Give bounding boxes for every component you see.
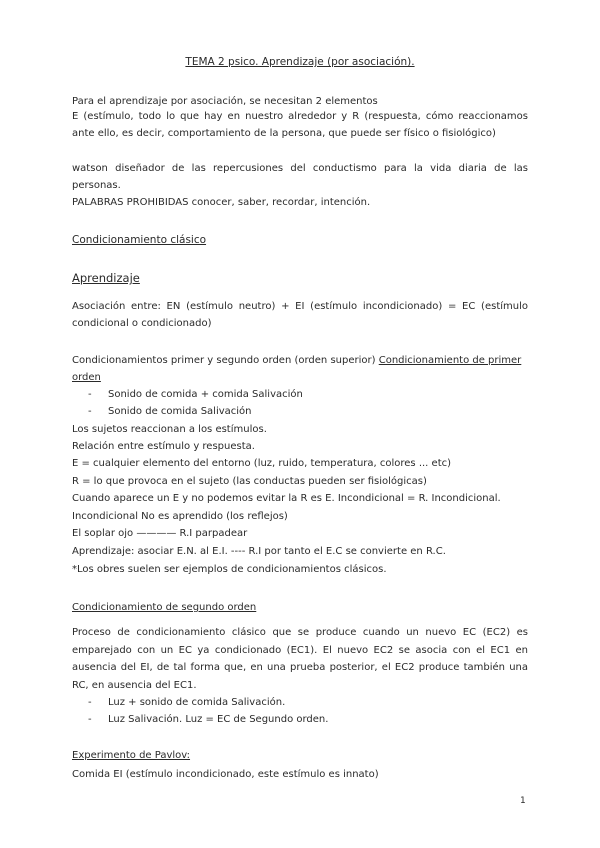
intro-line: E (estímulo, todo lo que hay en nuestro alrededor y R (respuesta, cómo reaccionamos — [72, 111, 528, 122]
section-heading-aprendizaje: Aprendizaje — [72, 271, 140, 285]
orden-heading-cont: orden — [72, 372, 101, 383]
list-item-text: Luz + sonido de comida Salivación. — [108, 697, 286, 708]
body-line: Incondicional No es aprendido (los reflejos) — [72, 511, 288, 522]
prohibited-words: PALABRAS PROHIBIDAS conocer, saber, recordar, intención. — [72, 197, 371, 208]
segundo-orden-line: emparejado con un EC ya condicionado (EC1). El nuevo EC2 se asocia con el EC1 en — [72, 645, 528, 656]
list-item — [88, 389, 303, 401]
section-heading-pavlov: Experimento de Pavlov: — [72, 750, 191, 761]
orden-heading-link: Condicionamiento de primer — [378, 355, 522, 366]
body-line: Aprendizaje: asociar E.N. al E.I. ---- R.I por tanto el E.C se convierte en R.C. — [72, 546, 446, 557]
list-dash: - — [88, 406, 92, 417]
segundo-orden-line: Proceso de condicionamiento clásico que se produce cuando un nuevo EC (EC2) es — [72, 627, 528, 638]
asociacion-line: Asociación entre: EN (estímulo neutro) + EI (estímulo incondicionado) = EC (estímulo — [72, 301, 528, 312]
body-line: Relación entre estímulo y respuesta. — [72, 441, 255, 452]
page-number: 1 — [520, 796, 526, 806]
body-line: El soplar ojo ———— R.I parpadear — [72, 528, 248, 539]
body-line: *Los obres suelen ser ejemplos de condicionamientos clásicos. — [72, 564, 387, 575]
orden-lead: Condicionamientos primer y segundo orden (orden superior) — [72, 355, 376, 366]
section-heading-segundo-orden: Condicionamiento de segundo orden — [72, 602, 257, 613]
list-item — [88, 697, 285, 709]
document-title: TEMA 2 psico. Aprendizaje (por asociación). — [185, 56, 415, 68]
intro-line: Para el aprendizaje por asociación, se necesitan 2 elementos — [72, 96, 378, 107]
segundo-orden-line: RC, en ausencia del EC1. — [72, 680, 197, 691]
pavlov-line: Comida EI (estímulo incondicionado, este estímulo es innato) — [72, 769, 379, 780]
watson-line: watson diseñador de las repercusiones del conductismo para la vida diaria de las — [72, 163, 528, 174]
body-line: Los sujetos reaccionan a los estímulos. — [72, 424, 267, 435]
watson-line: personas. — [72, 180, 121, 191]
asociacion-line: condicional o condicionado) — [72, 318, 212, 329]
list-item-text: Sonido de comida Salivación — [108, 406, 252, 417]
section-heading-condicionamiento-clasico: Condicionamiento clásico — [72, 234, 207, 246]
list-item-text: Luz Salivación. Luz = EC de Segundo orden. — [108, 714, 329, 725]
list-dash: - — [88, 389, 92, 400]
segundo-orden-line: ausencia del EI, de tal forma que, en una prueba posterior, el EC2 produce también una — [72, 662, 528, 673]
list-dash: - — [88, 697, 92, 708]
list-dash: - — [88, 714, 92, 725]
body-line: R = lo que provoca en el sujeto (las conductas pueden ser fisiológicas) — [72, 476, 427, 487]
body-line: E = cualquier elemento del entorno (luz, ruido, temperatura, colores ... etc) — [72, 458, 452, 469]
list-item — [88, 714, 328, 726]
orden-line — [72, 355, 521, 367]
list-item — [88, 406, 252, 418]
list-item-text: Sonido de comida + comida Salivación — [108, 389, 303, 400]
intro-line: ante ello, es decir, comportamiento de la persona, que puede ser físico o fisiológico) — [72, 128, 496, 139]
body-line: Cuando aparece un E y no podemos evitar la R es E. Incondicional = R. Incondicional. — [72, 493, 501, 504]
